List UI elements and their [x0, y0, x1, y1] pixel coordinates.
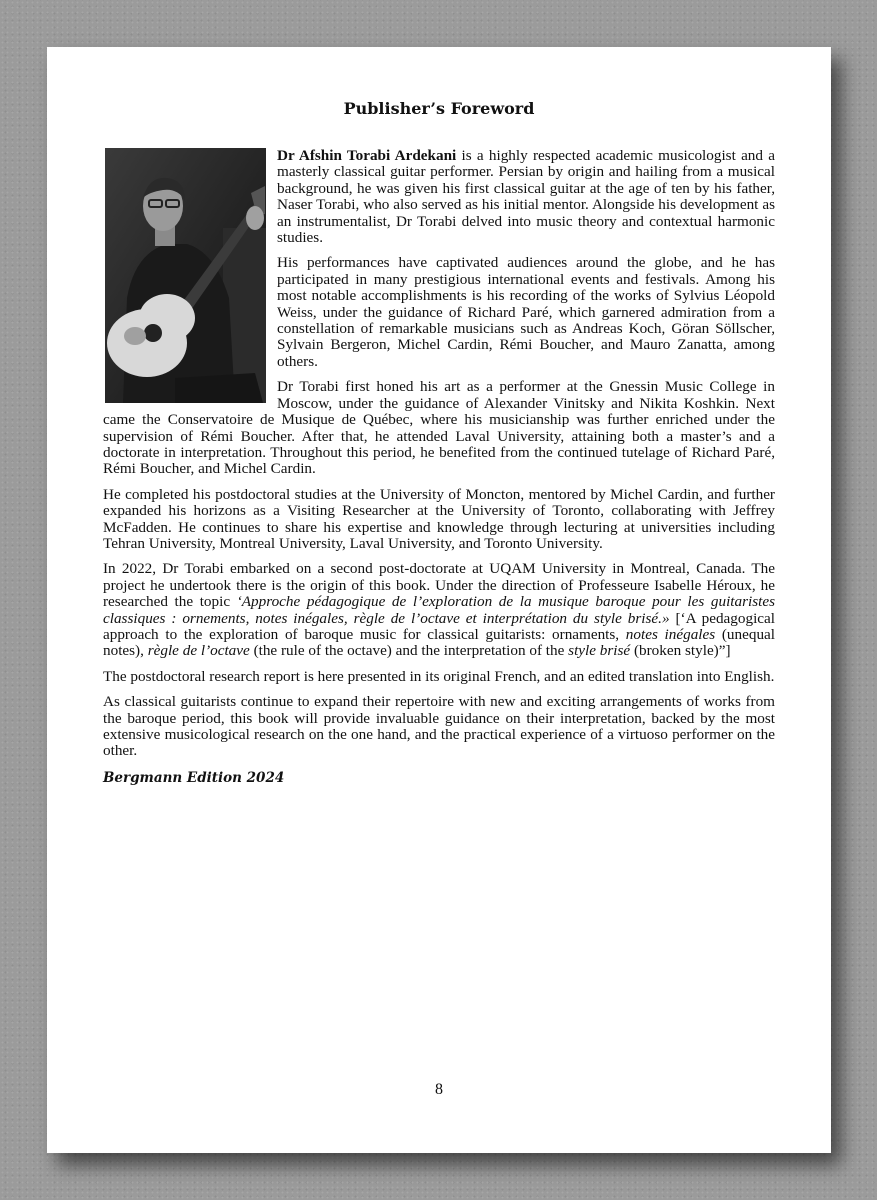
p5-italic-style: style brisé: [568, 642, 631, 660]
paragraph-2: His performances have captivated audiences around the globe, and he has participated in many prestigious international events and festivals. Among his most notable accomplishments is his recording of the works of Sylvius Léopold Weiss, under the guidance of Richard Paré, which garnered admiration from a constellation of remarkable musicians such as Andreas Koch, Göran Söllscher, Sylvain Bergeron, Michel Cardin, Rémi Boucher, and Mauro Zanatta, among others.: [277, 254, 775, 370]
paragraph-1-text: is a highly respected academic musicologist and a masterly classical guitar performer. Persian by origin and hailing from a musical background, he was given his first classical guitar at the age of ten by his father, Naser Torabi, who also served as his initial mentor. Alongside his development as an instrumentalist, Dr Torabi delved into music theory and contextual harmonic studies.: [277, 147, 775, 247]
p5-text-a: In 2022, Dr Torabi embarked on a second post-doctorate at UQAM University in Montreal, Canada. The project he undertook there is the origin of this book. Under the direction of Professeure Isabelle Héroux, he researched the topic: [103, 560, 775, 611]
p5-text-c: [‘A pedagogical approach to the exploration of baroque music for classical guitarists: ornaments,: [103, 609, 775, 643]
p5-text-e: (unequal notes),: [103, 625, 776, 660]
p5-italic-regle: règle de l’octave: [147, 642, 250, 660]
p5-text-g: (the rule of the octave) and the interpretation of the: [249, 642, 569, 660]
author-name: Dr Afshin Torabi Ardekani: [277, 147, 457, 164]
author-photo: [105, 148, 266, 403]
signature: Bergmann Edition 2024: [103, 769, 285, 786]
paragraph-5: [103, 561, 775, 659]
p5-italic-topic: ‘Approche pédagogique de l’exploration de la musique baroque pour les guitaristes classiques : ornements, notes inégales, règle de l’octave et interprétation du style brisé.»: [103, 593, 776, 627]
page-number: 8: [435, 1081, 443, 1098]
paragraph-6: The postdoctoral research report is here presented in its original French, and an edited translation into English.: [103, 667, 775, 685]
p5-italic-notes: notes inégales: [625, 625, 716, 643]
page-title: Publisher’s Foreword: [343, 99, 535, 118]
paragraph-7: As classical guitarists continue to expand their repertoire with new and exciting arrangements of works from the baroque period, this book will provide invaluable guidance on their interpretation, backed by the most extensive musicological research on the one hand, and the practical experience of a virtuoso performer on the other.: [103, 693, 775, 760]
paragraph-4: He completed his postdoctoral studies at the University of Moncton, mentored by Michel Cardin, and further expanded his horizons as a Visiting Researcher at the University of Toronto, collaborating with Jeffrey McFadden. He continues to share his expertise and knowledge through lecturing at universities including Tehran University, Montreal University, Laval University, and Toronto University.: [103, 485, 775, 552]
document-page: [47, 47, 831, 1153]
page-content: [103, 99, 775, 786]
p5-text-i: (broken style)”]: [630, 642, 731, 660]
paragraph-3: Dr Torabi first honed his art as a performer at the Gnessin Music College in Moscow, under the guidance of Alexander Vinitsky and Nikita Koshkin. Next came the Conservatoire de Musique de Québec, where his musicianship was further enriched under the supervision of Rémi Boucher. After that, he attended Laval University, attaining both a master’s and a doctorate in interpretation. Throughout this period, he benefited from the continued tutelage of Richard Paré, Rémi Boucher, and Michel Cardin.: [103, 378, 775, 478]
